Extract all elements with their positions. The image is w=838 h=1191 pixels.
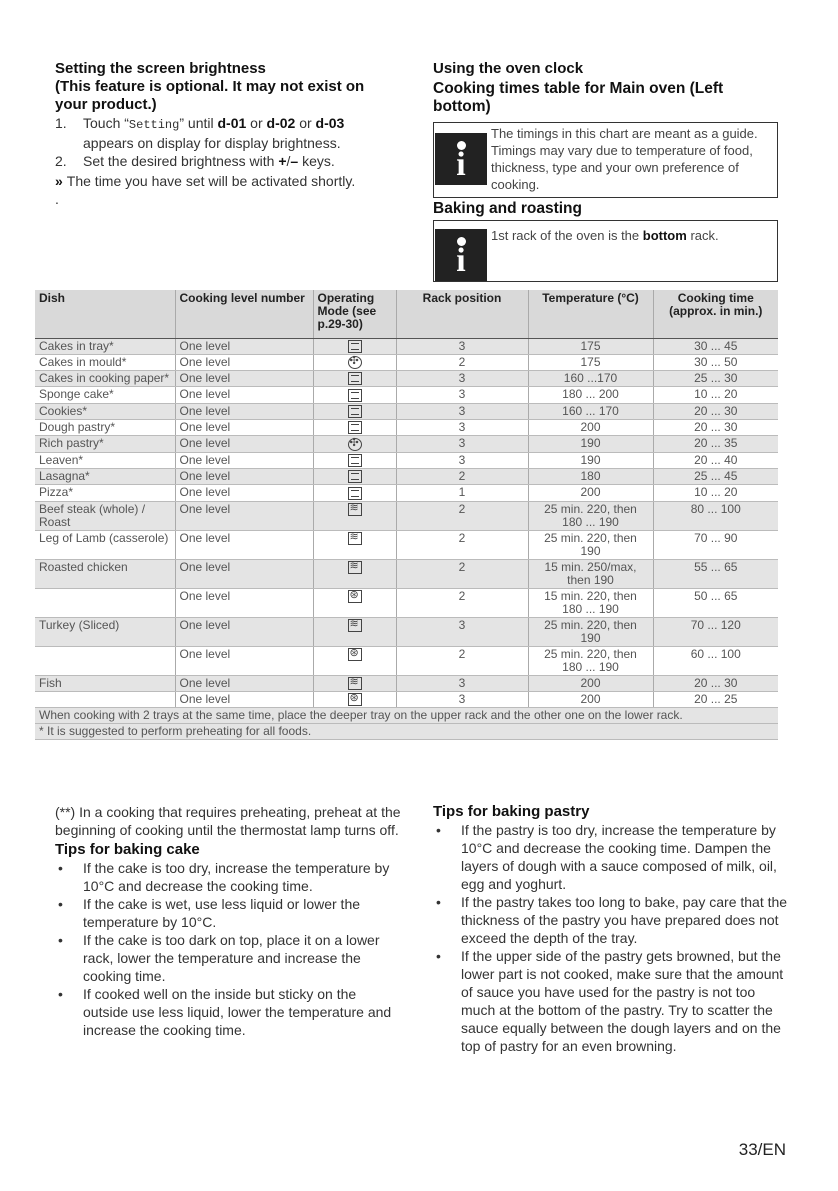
cell-mode — [313, 403, 396, 419]
cell-rack: 3 — [396, 420, 528, 436]
tip-text: If the upper side of the pastry gets browned, but the lower part is not cooked, make sure that the amount of sauce you have used for the pastry is not too much at the bottom of the pastry. Try to scatter the sauce equally between the dough layers and on the top of pastry for an even browning. — [461, 948, 784, 1054]
cell-mode — [313, 371, 396, 387]
cell-mode — [313, 436, 396, 452]
cell-mode — [313, 617, 396, 646]
cell-dish — [35, 646, 175, 675]
cell-mode — [313, 530, 396, 559]
tip-item — [55, 931, 405, 985]
cell-temp: 175 — [528, 338, 653, 354]
cell-level: One level — [175, 403, 313, 419]
cell-rack: 3 — [396, 387, 528, 403]
static-icon — [348, 454, 362, 467]
header-dish: Dish — [35, 290, 175, 338]
cell-time: 10 ... 20 — [653, 485, 778, 501]
cell-dish: Turkey (Sliced) — [35, 617, 175, 646]
plus-key-icon: + — [278, 153, 287, 169]
cell-rack: 2 — [396, 588, 528, 617]
cell-temp: 175 — [528, 354, 653, 370]
brightness-result — [55, 172, 395, 190]
table-row — [35, 485, 778, 501]
code-d02: d-02 — [266, 115, 296, 131]
header-temp: Temperature (°C) — [528, 290, 653, 338]
cell-temp: 160 ...170 — [528, 371, 653, 387]
step-1-mid: until — [187, 115, 214, 131]
cell-dish — [35, 692, 175, 708]
grill-icon — [348, 677, 362, 690]
step-2-pre: Set the desired brightness with — [83, 153, 275, 169]
cooking-times-table — [35, 290, 778, 740]
step-1-post: appears on display for display brightness. — [83, 135, 341, 151]
cell-mode — [313, 338, 396, 354]
cell-temp: 200 — [528, 485, 653, 501]
cell-dish: Rich pastry* — [35, 436, 175, 452]
table-row — [35, 559, 778, 588]
cell-mode — [313, 646, 396, 675]
tip-item — [433, 947, 793, 1055]
cell-time: 20 ... 30 — [653, 420, 778, 436]
tip-item — [433, 893, 793, 947]
info-rack-text — [491, 227, 775, 244]
cell-time: 55 ... 65 — [653, 559, 778, 588]
cell-time: 20 ... 35 — [653, 436, 778, 452]
bullet-icon: • — [58, 986, 63, 1002]
cell-level: One level — [175, 588, 313, 617]
cell-dish: Cookies* — [35, 403, 175, 419]
table-heading: Cooking times table for Main oven (Left bottom) — [433, 80, 724, 115]
table-note-1: When cooking with 2 trays at the same time, place the deeper tray on the upper rack and the other one on the lower rack. — [35, 708, 778, 724]
tip-text: If the pastry is too dry, increase the temperature by 10°C and decrease the cooking time. Dampen the layers of dough with a sauce composed of milk, oil, egg and yoghurt. — [461, 822, 777, 892]
cell-rack: 3 — [396, 403, 528, 419]
tip-text: If the cake is wet, use less liquid or lower the temperature by 10°C. — [83, 896, 361, 930]
cell-level: One level — [175, 675, 313, 691]
cell-temp: 200 — [528, 420, 653, 436]
cell-temp: 25 min. 220, then 190 — [528, 617, 653, 646]
table-row — [35, 371, 778, 387]
header-rack: Rack position — [396, 290, 528, 338]
table-row — [35, 692, 778, 708]
table-row — [35, 646, 778, 675]
cell-dish: Sponge cake* — [35, 387, 175, 403]
cell-rack: 2 — [396, 530, 528, 559]
cell-time: 30 ... 45 — [653, 338, 778, 354]
info-icon-glyph: i — [456, 242, 466, 279]
step-2-number: 2. — [55, 153, 67, 169]
brightness-heading: Setting the screen brightness — [55, 60, 266, 77]
cell-level: One level — [175, 501, 313, 530]
table-row — [35, 420, 778, 436]
tip-item — [55, 895, 405, 931]
header-level: Cooking level number — [175, 290, 313, 338]
bullet-icon: • — [436, 822, 441, 838]
cell-level: One level — [175, 436, 313, 452]
cell-time: 70 ... 90 — [653, 530, 778, 559]
cell-time: 30 ... 50 — [653, 354, 778, 370]
cell-dish: Cakes in mould* — [35, 354, 175, 370]
brightness-optional-note: (This feature is optional. It may not exist on your product.) — [55, 78, 365, 113]
cell-temp: 15 min. 250/max, then 190 — [528, 559, 653, 588]
code-d03: d-03 — [315, 115, 345, 131]
cell-dish: Roasted chicken — [35, 559, 175, 588]
static-icon — [348, 405, 362, 418]
baking-roasting-heading: Baking and roasting — [433, 200, 582, 217]
cell-time: 60 ... 100 — [653, 646, 778, 675]
cell-mode — [313, 420, 396, 436]
cell-mode — [313, 452, 396, 468]
cell-dish: Leaven* — [35, 452, 175, 468]
cell-dish: Leg of Lamb (casserole) — [35, 530, 175, 559]
cell-mode — [313, 354, 396, 370]
cell-mode — [313, 501, 396, 530]
cell-temp: 200 — [528, 675, 653, 691]
quote-close: ” — [179, 115, 185, 131]
cell-rack: 2 — [396, 501, 528, 530]
fan-icon — [348, 438, 362, 451]
cell-rack: 3 — [396, 617, 528, 646]
cell-time: 80 ... 100 — [653, 501, 778, 530]
brightness-section — [55, 60, 395, 208]
tip-item — [55, 859, 405, 895]
table-row — [35, 387, 778, 403]
table-row — [35, 436, 778, 452]
info-rack-pre: 1st rack of the oven is the — [491, 228, 640, 243]
table-body — [35, 338, 778, 708]
grill-fan-icon — [348, 693, 362, 706]
header-time: Cooking time (approx. in min.) — [653, 290, 778, 338]
cell-dish: Beef steak (whole) / Roast — [35, 501, 175, 530]
cell-dish: Pizza* — [35, 485, 175, 501]
cell-time: 20 ... 30 — [653, 403, 778, 419]
clock-section — [433, 60, 778, 282]
code-d01: d-01 — [217, 115, 247, 131]
cell-rack: 2 — [396, 354, 528, 370]
cell-time: 50 ... 65 — [653, 588, 778, 617]
cell-rack: 1 — [396, 485, 528, 501]
step-1-number: 1. — [55, 115, 67, 131]
cell-mode — [313, 588, 396, 617]
static-icon — [348, 372, 362, 385]
grill-fan-icon — [348, 590, 362, 603]
static-icon — [348, 487, 362, 500]
cell-level: One level — [175, 387, 313, 403]
cell-mode — [313, 559, 396, 588]
cell-level: One level — [175, 646, 313, 675]
table-row — [35, 501, 778, 530]
static-icon — [348, 389, 362, 402]
info-timings-text: The timings in this chart are meant as a guide. Timings may vary due to temperature of food, thickness, type and your own preference of cooking. — [491, 126, 758, 192]
table-note-row — [35, 708, 778, 724]
cell-temp: 200 — [528, 692, 653, 708]
cell-rack: 3 — [396, 338, 528, 354]
grill-fan-icon — [348, 648, 362, 661]
cell-temp: 25 min. 220, then 190 — [528, 530, 653, 559]
table-row — [35, 354, 778, 370]
result-arrow-icon: » — [55, 173, 63, 189]
cell-temp: 190 — [528, 436, 653, 452]
step-2-post: keys. — [302, 153, 335, 169]
minus-key-icon: – — [290, 153, 299, 169]
static-icon — [348, 340, 362, 353]
cell-level: One level — [175, 354, 313, 370]
step-1-pre: Touch — [83, 115, 121, 131]
cell-dish: Lasagna* — [35, 469, 175, 485]
setting-word: Setting — [128, 118, 180, 132]
tip-text: If cooked well on the inside but sticky on the outside use less liquid, lower the temperature and increase the cooking time. — [83, 986, 392, 1038]
table-row — [35, 675, 778, 691]
or-1: or — [250, 115, 263, 131]
static-icon — [348, 421, 362, 434]
slash: / — [286, 153, 291, 169]
table-header-row — [35, 290, 778, 338]
table-row — [35, 469, 778, 485]
cell-rack: 3 — [396, 452, 528, 468]
cell-level: One level — [175, 559, 313, 588]
cell-temp: 25 min. 220, then 180 ... 190 — [528, 501, 653, 530]
grill-icon — [348, 561, 362, 574]
table-row — [35, 403, 778, 419]
tip-item — [433, 821, 793, 893]
cell-temp: 190 — [528, 452, 653, 468]
info-box-timings — [433, 122, 778, 198]
bullet-icon: • — [58, 932, 63, 948]
cell-level: One level — [175, 452, 313, 468]
cell-time: 25 ... 45 — [653, 469, 778, 485]
brightness-step-2 — [55, 152, 395, 170]
cell-temp: 180 ... 200 — [528, 387, 653, 403]
bullet-icon: • — [436, 948, 441, 964]
table-row — [35, 588, 778, 617]
cell-mode — [313, 485, 396, 501]
cell-rack: 2 — [396, 469, 528, 485]
tip-text: If the cake is too dark on top, place it on a lower rack, lower the temperature and increase the cooking time. — [83, 932, 380, 984]
or-2: or — [299, 115, 312, 131]
stray-dot: . — [55, 191, 59, 207]
cell-mode — [313, 387, 396, 403]
result-text: The time you have set will be activated shortly. — [66, 173, 356, 189]
tip-text: If the pastry takes too long to bake, pay care that the thickness of the pastry you have prepared does not exceed the depth of the tray. — [461, 894, 788, 946]
clock-heading: Using the oven clock — [433, 60, 584, 77]
cell-level: One level — [175, 530, 313, 559]
cake-tips-heading: Tips for baking cake — [55, 841, 200, 858]
cell-rack: 3 — [396, 436, 528, 452]
info-box-rack — [433, 220, 778, 282]
cell-level: One level — [175, 485, 313, 501]
header-mode: Operating Mode (see p.29-30) — [313, 290, 396, 338]
quote-open: “ — [124, 115, 129, 131]
info-rack-bold: bottom — [642, 228, 687, 243]
cell-time: 20 ... 30 — [653, 675, 778, 691]
pastry-tips-section — [433, 803, 793, 1055]
cell-time: 10 ... 20 — [653, 387, 778, 403]
cell-level: One level — [175, 617, 313, 646]
table-row — [35, 452, 778, 468]
table-row — [35, 617, 778, 646]
cell-time: 70 ... 120 — [653, 617, 778, 646]
cell-time: 20 ... 25 — [653, 692, 778, 708]
info-icon — [435, 229, 487, 281]
info-icon-glyph: i — [456, 146, 466, 183]
cell-level: One level — [175, 371, 313, 387]
fan-icon — [348, 356, 362, 369]
cell-mode — [313, 469, 396, 485]
cell-rack: 3 — [396, 675, 528, 691]
info-icon — [435, 133, 487, 185]
table-note-row — [35, 724, 778, 740]
cell-mode — [313, 675, 396, 691]
cell-dish: Cakes in cooking paper* — [35, 371, 175, 387]
cell-dish: Fish — [35, 675, 175, 691]
page-number: 33/EN — [738, 1140, 786, 1159]
info-rack-post: rack. — [690, 228, 719, 243]
grill-icon — [348, 532, 362, 545]
pastry-tips-heading: Tips for baking pastry — [433, 803, 590, 820]
brightness-step-1 — [55, 114, 395, 152]
cell-dish: Cakes in tray* — [35, 338, 175, 354]
preheat-note: (**) In a cooking that requires preheating, preheat at the beginning of cooking until the thermostat lamp turns off. — [55, 804, 401, 838]
cake-tips-list — [55, 859, 405, 1039]
table-row — [35, 338, 778, 354]
cell-level: One level — [175, 692, 313, 708]
bullet-icon: • — [58, 860, 63, 876]
cell-rack: 2 — [396, 559, 528, 588]
cell-dish — [35, 588, 175, 617]
tip-text: If the cake is too dry, increase the temperature by 10°C and decrease the cooking time. — [83, 860, 390, 894]
bullet-icon: • — [436, 894, 441, 910]
cell-rack: 3 — [396, 371, 528, 387]
table-note-2: * It is suggested to perform preheating for all foods. — [35, 724, 778, 740]
cake-tips-section — [55, 803, 405, 1039]
cell-mode — [313, 692, 396, 708]
cell-rack: 3 — [396, 692, 528, 708]
pastry-tips-list — [433, 821, 793, 1055]
cell-level: One level — [175, 420, 313, 436]
grill-icon — [348, 619, 362, 632]
cell-dish: Dough pastry* — [35, 420, 175, 436]
table-row — [35, 530, 778, 559]
cell-rack: 2 — [396, 646, 528, 675]
grill-icon — [348, 503, 362, 516]
cell-temp: 180 — [528, 469, 653, 485]
cell-temp: 160 ... 170 — [528, 403, 653, 419]
tip-item — [55, 985, 405, 1039]
cell-temp: 25 min. 220, then 180 ... 190 — [528, 646, 653, 675]
static-icon — [348, 470, 362, 483]
bullet-icon: • — [58, 896, 63, 912]
cell-time: 20 ... 40 — [653, 452, 778, 468]
cell-level: One level — [175, 469, 313, 485]
cell-level: One level — [175, 338, 313, 354]
cell-time: 25 ... 30 — [653, 371, 778, 387]
cell-temp: 15 min. 220, then 180 ... 190 — [528, 588, 653, 617]
